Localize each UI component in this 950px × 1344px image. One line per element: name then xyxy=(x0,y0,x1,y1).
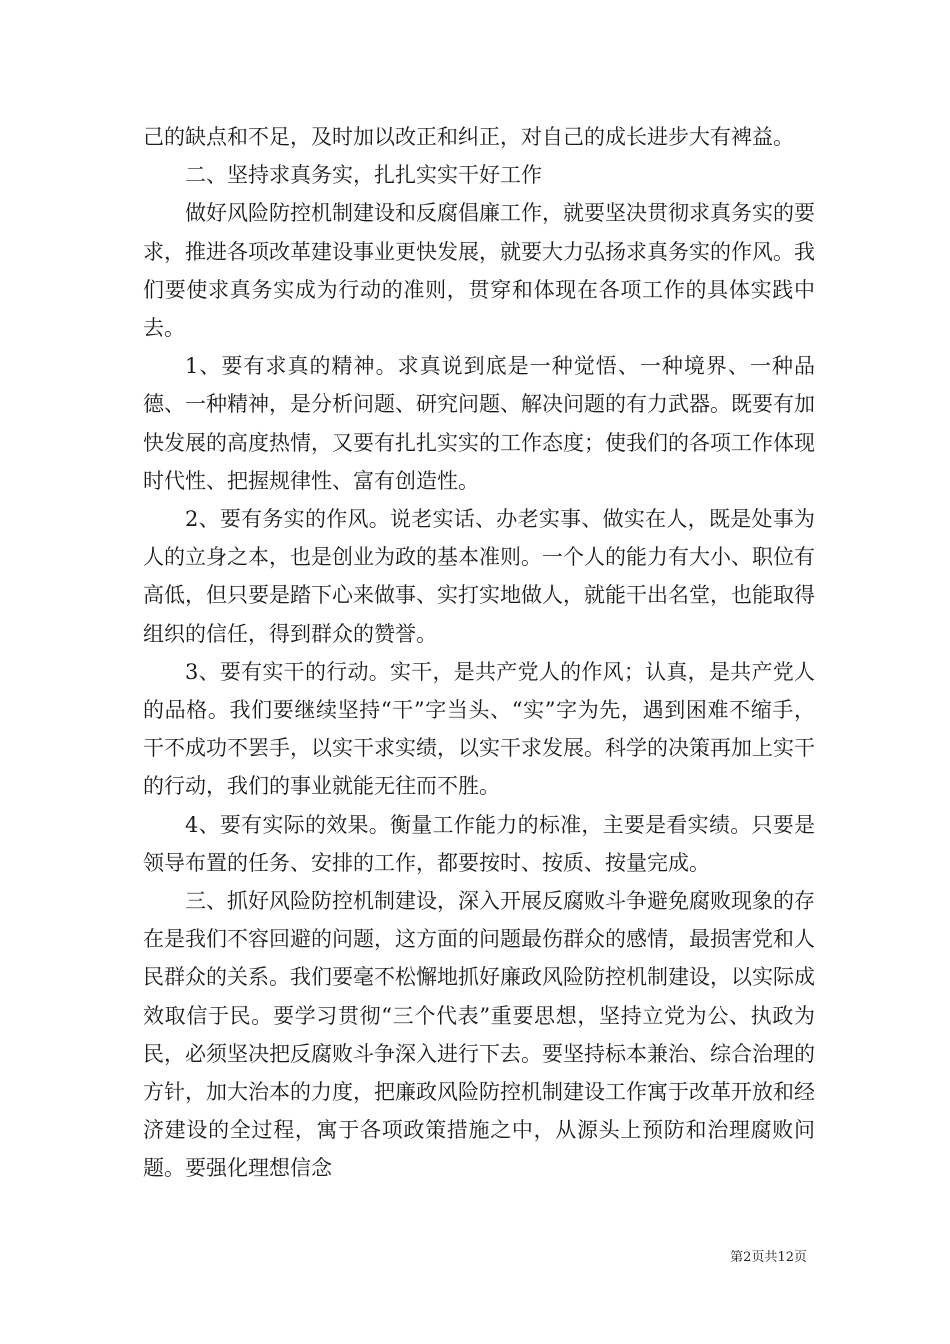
paragraph-point-2: 2、要有务实的作风。说老实话、办老实事、做实在人，既是处事为人的立身之本，也是创业为政的基本准则。一个人的能力有大小、职位有高低，但只要是踏下心来做事、实打实地做人，就能干出名堂，也能取得组织的信任，得到群众的赞誉。 xyxy=(143,507,815,646)
document-body xyxy=(143,118,815,1188)
page-number: 第2页共12页 xyxy=(730,1250,807,1265)
paragraph-point-1: 1、要有求真的精神。求真说到底是一种觉悟、一种境界、一种品德、一种精神，是分析问题、研究问题、解决问题的有力武器。既要有加快发展的高度热情，又要有扎扎实实的工作态度；使我们的各项工作体现时代性、把握规律性、富有创造性。 xyxy=(143,354,815,493)
section-paragraph-3: 三、抓好风险防控机制建设，深入开展反腐败斗争避免腐败现象的存在是我们不容回避的问题，这方面的问题最伤群众的感情，最损害党和人民群众的关系。我们要毫不松懈地抓好廉政风险防控机制建设，以实际成效取信于民。要学习贯彻“三个代表”重要思想，坚持立党为公、执政为民，必须坚决把反腐败斗争深入进行下去。要坚持标本兼治、综合治理的方针，加大治本的力度，把廉政风险防控机制建设工作寓于改革开放和经济建设的全过程，寓于各项政策措施之中，从源头上预防和治理腐败问题。要强化理想信念 xyxy=(143,889,815,1181)
paragraph-continuation: 己的缺点和不足，及时加以改正和纠正，对自己的成长进步大有裨益。 xyxy=(143,125,794,149)
section-heading-2: 二、坚持求真务实，扎扎实实干好工作 xyxy=(185,163,542,188)
paragraph-intro: 做好风险防控机制建设和反腐倡廉工作，就要坚决贯彻求真务实的要求，推进各项改革建设事业更快发展，就要大力弘扬求真务实的作风。我们要使求真务实成为行动的准则，贯穿和体现在各项工作的具体实践中去。 xyxy=(143,201,815,341)
paragraph-point-3: 3、要有实干的行动。实干，是共产党人的作风；认真，是共产党人的品格。我们要继续坚持“干”字当头、“实”字为先，遇到困难不缩手，干不成功不罢手，以实干求实绩，以实干求发展。科学的决策再加上实干的行动，我们的事业就能无往而不胜。 xyxy=(143,659,815,799)
paragraph-point-4: 4、要有实际的效果。衡量工作能力的标准，主要是看实绩。只要是领导布置的任务、安排的工作，都要按时、按质、按量完成。 xyxy=(143,812,815,875)
